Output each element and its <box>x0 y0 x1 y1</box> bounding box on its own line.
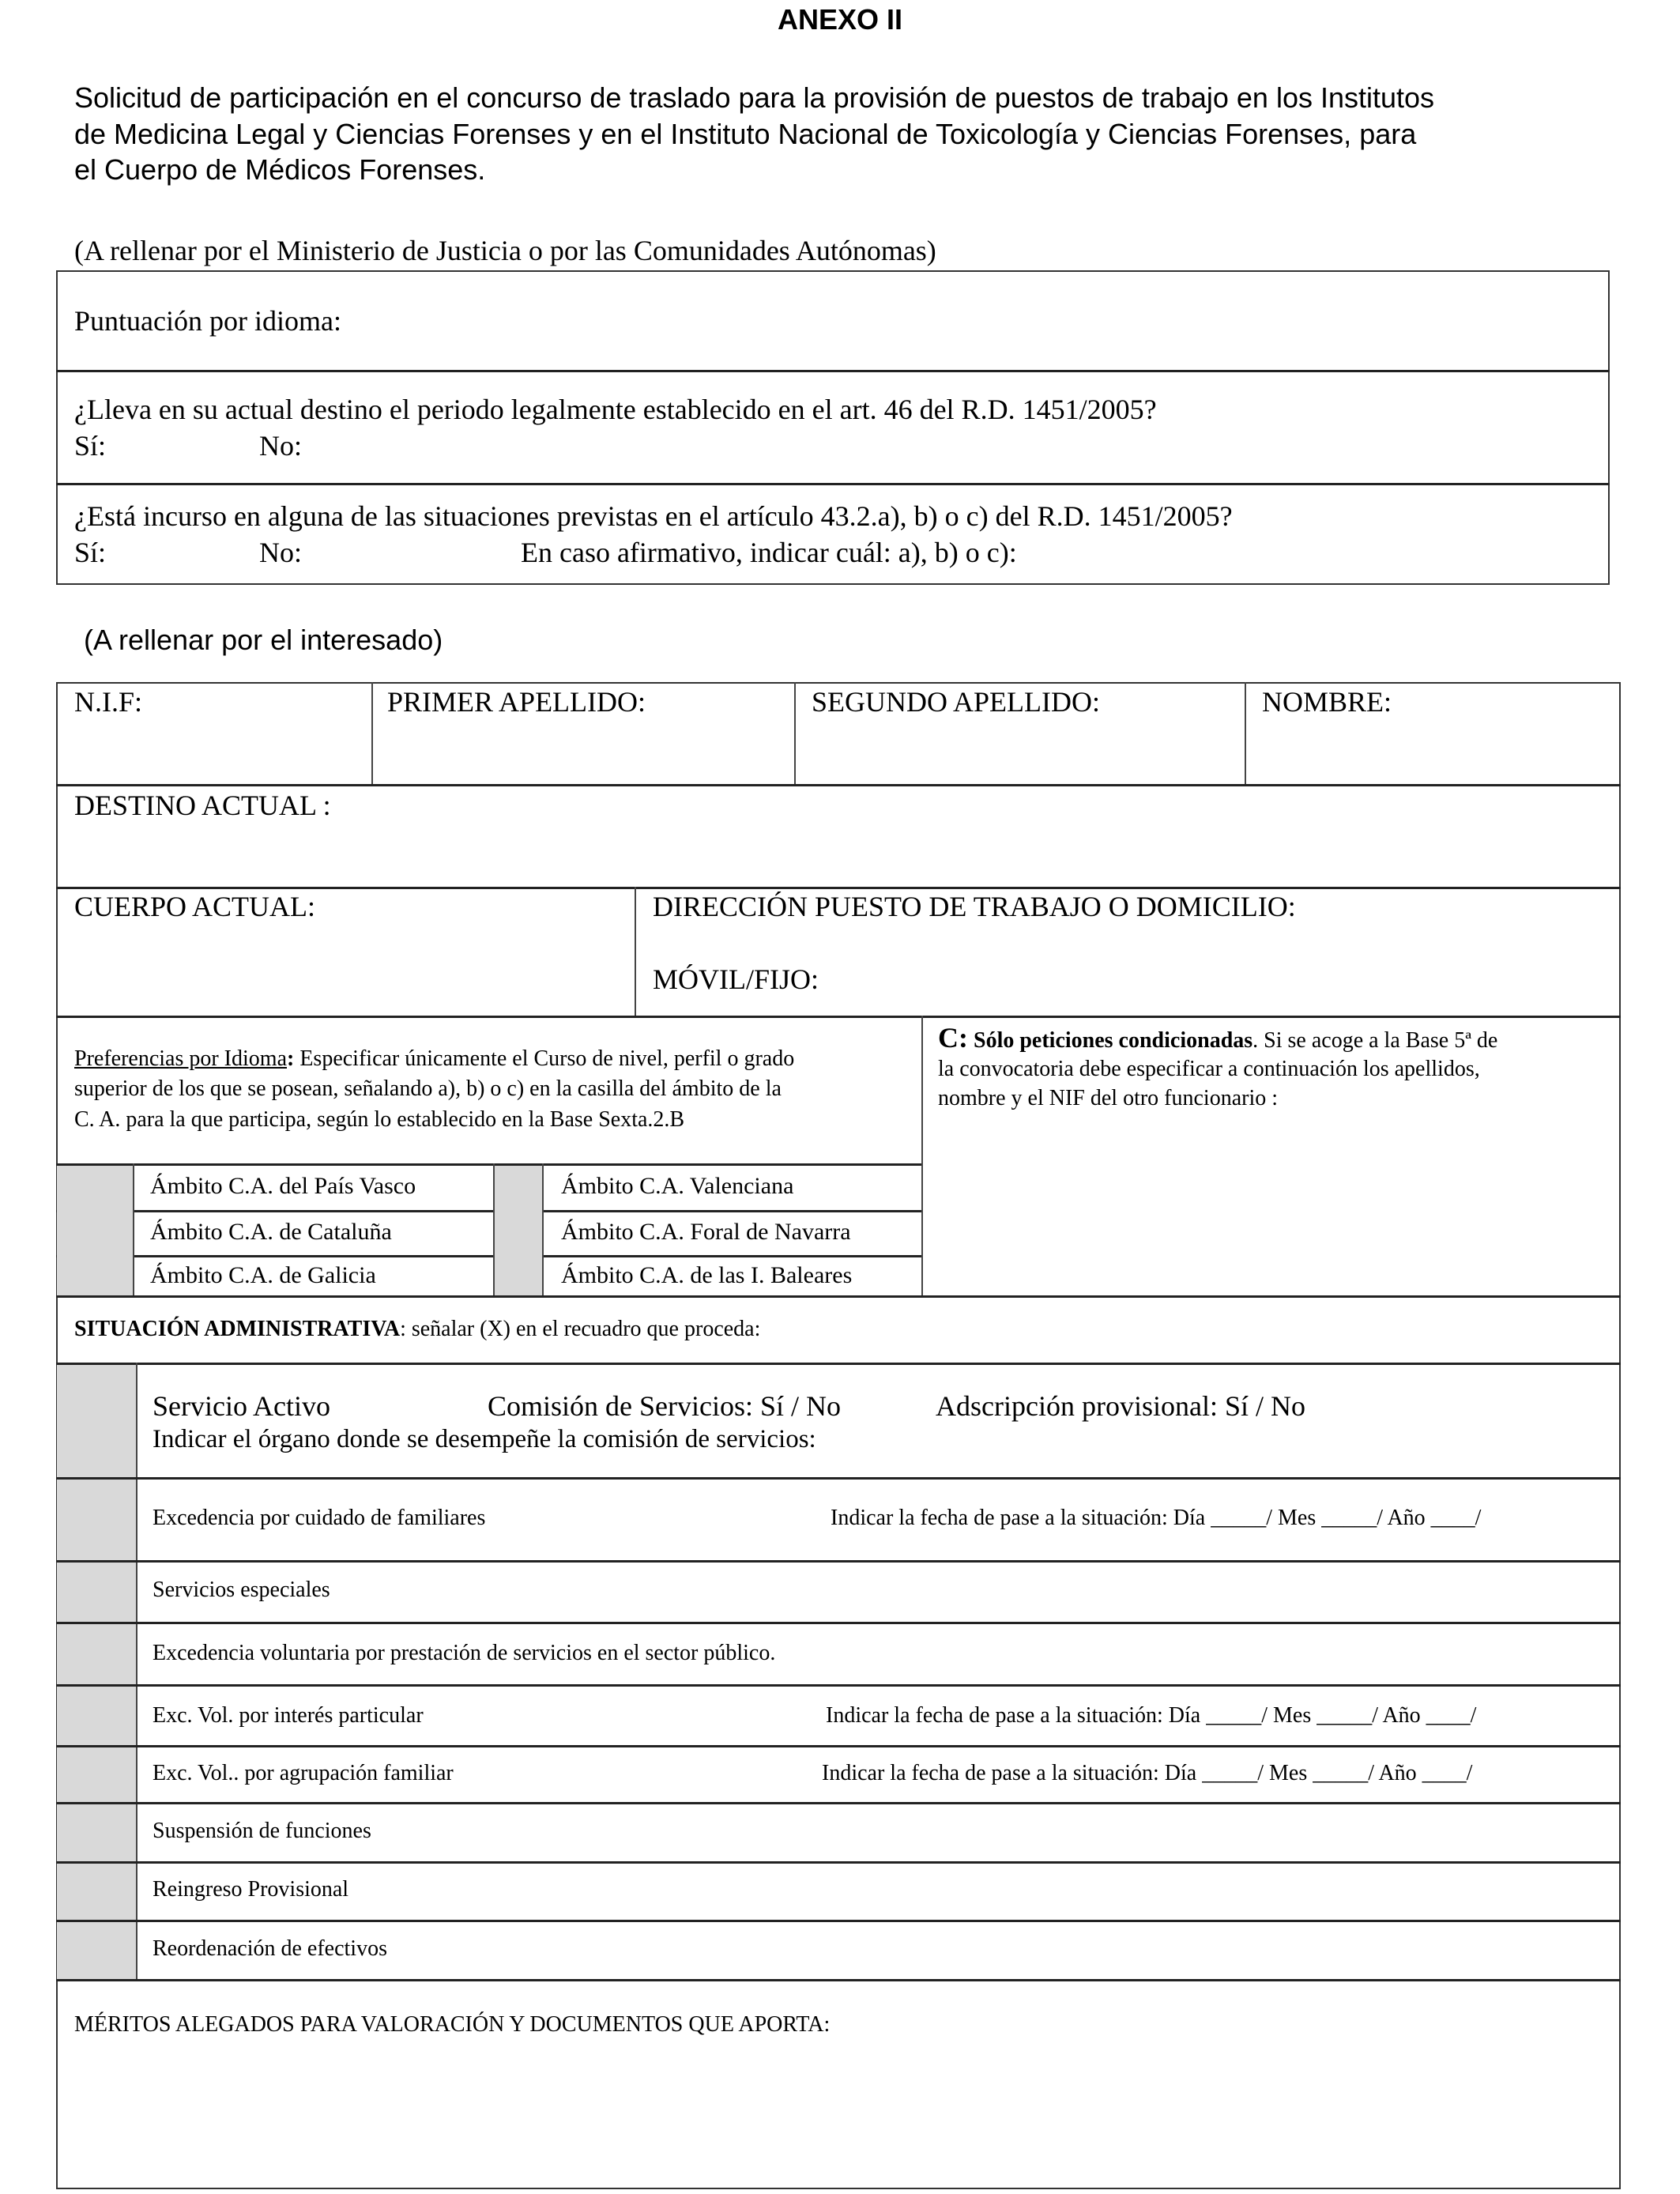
q2-si-field[interactable]: Sí: <box>74 537 107 568</box>
comision-servicios-field[interactable]: Comisión de Servicios: Sí / No <box>488 1390 842 1422</box>
servicio-activo-label: Servicio Activo <box>153 1390 330 1422</box>
divider <box>794 682 796 784</box>
divider <box>56 784 1621 786</box>
status-checkbox[interactable] <box>57 1864 136 1920</box>
nif-field[interactable]: N.I.F: <box>74 686 143 718</box>
divider <box>56 1477 1621 1480</box>
divider <box>56 1363 1621 1365</box>
situacion-text: : señalar (X) en el recuadro que proceda: <box>400 1317 761 1341</box>
divider <box>56 1560 1621 1563</box>
status-label: Excedencia voluntaria por prestación de servicios en el sector público. <box>153 1641 776 1665</box>
divider <box>56 1255 921 1257</box>
divider <box>56 370 1610 372</box>
fecha-pase-field[interactable]: Indicar la fecha de pase a la situación: Día _____/ Mes _____/ Año ____/ <box>822 1761 1473 1785</box>
fecha-pase-field[interactable]: Indicar la fecha de pase a la situación: Día _____/ Mes _____/ Año ____/ <box>831 1506 1482 1530</box>
status-checkbox[interactable] <box>57 1563 136 1622</box>
divider <box>56 1016 1621 1018</box>
ambito-checkbox-baleares[interactable] <box>493 1257 542 1295</box>
status-label: Reordenación de efectivos <box>153 1936 387 1961</box>
page-title: ANEXO II <box>777 3 903 36</box>
movil-fijo-field[interactable]: MÓVIL/FIJO: <box>653 963 819 995</box>
c-label: C: <box>938 1022 968 1054</box>
divider <box>56 887 1621 889</box>
status-checkbox[interactable] <box>57 1480 136 1560</box>
ambito-checkbox-valenciana[interactable] <box>493 1166 542 1210</box>
q2-no-field[interactable]: No: <box>259 537 302 568</box>
divider <box>56 1802 1621 1804</box>
divider <box>1245 682 1246 784</box>
direccion-field[interactable]: DIRECCIÓN PUESTO DE TRABAJO O DOMICILIO: <box>653 891 1296 922</box>
ambito-label: Ámbito C.A. de Galicia <box>150 1262 376 1288</box>
divider <box>56 1163 921 1166</box>
q2-cual-field[interactable]: En caso afirmativo, indicar cuál: a), b) o c): <box>521 537 1017 568</box>
divider <box>56 1684 1621 1687</box>
intro-line: Solicitud de participación en el concurso de traslado para la provisión de puestos de trabajo en los Institutos <box>74 81 1435 114</box>
peticiones-condicionadas-text <box>938 1021 1497 1054</box>
status-checkbox[interactable] <box>57 1804 136 1861</box>
c-text: . Si se acoge a la Base 5ª de <box>1252 1028 1498 1053</box>
status-checkbox[interactable] <box>57 1922 136 1979</box>
ambito-label: Ámbito C.A. Valenciana <box>561 1173 794 1199</box>
ambito-checkbox-cataluna[interactable] <box>57 1212 133 1255</box>
status-checkbox[interactable] <box>57 1624 136 1684</box>
status-label: Reingreso Provisional <box>153 1877 349 1902</box>
status-checkbox[interactable] <box>57 1747 136 1802</box>
divider <box>56 1979 1621 1981</box>
segundo-apellido-field[interactable]: SEGUNDO APELLIDO: <box>812 686 1100 718</box>
status-label: Exc. Vol.. por agrupación familiar <box>153 1761 454 1785</box>
adscripcion-provisional-field[interactable]: Adscripción provisional: Sí / No <box>936 1390 1305 1422</box>
preferencias-idioma-text <box>74 1046 794 1072</box>
question-incurso: ¿Está incurso en alguna de las situaciones previstas en el artículo 43.2.a), b) o c) del R.D. 1451/2005? <box>74 500 1233 532</box>
preferencias-text: Especificar únicamente el Curso de nivel, perfil o grado <box>294 1046 795 1071</box>
divider <box>542 1163 544 1295</box>
nombre-field[interactable]: NOMBRE: <box>1262 686 1392 718</box>
divider <box>921 1016 923 1295</box>
destino-actual-field[interactable]: DESTINO ACTUAL : <box>74 790 331 821</box>
divider <box>371 682 373 784</box>
ambito-label: Ámbito C.A. Foral de Navarra <box>561 1219 851 1245</box>
applicant-section-heading: (A rellenar por el interesado) <box>84 624 443 656</box>
fecha-pase-field[interactable]: Indicar la fecha de pase a la situación: Día _____/ Mes _____/ Año ____/ <box>826 1703 1477 1728</box>
ambito-label: Ámbito C.A. de Cataluña <box>150 1219 392 1245</box>
intro-line: el Cuerpo de Médicos Forenses. <box>74 153 486 186</box>
status-label: Suspensión de funciones <box>153 1819 371 1843</box>
ambito-checkbox-galicia[interactable] <box>57 1257 133 1295</box>
intro-line: de Medicina Legal y Ciencias Forenses y en el Instituto Nacional de Toxicología y Ciencias Forenses, para <box>74 118 1417 150</box>
q1-si-field[interactable]: Sí: <box>74 430 107 462</box>
status-label: Exc. Vol. por interés particular <box>153 1703 424 1728</box>
ambito-checkbox-navarra[interactable] <box>493 1212 542 1255</box>
preferencias-text: C. A. para la que participa, según lo establecido en la Base Sexta.2.B <box>74 1107 685 1132</box>
divider <box>56 1210 921 1212</box>
admin-section-heading: (A rellenar por el Ministerio de Justicia o por las Comunidades Autónomas) <box>74 235 936 266</box>
situacion-administrativa-heading <box>74 1317 760 1342</box>
puntuacion-idioma-field[interactable]: Puntuación por idioma: <box>74 305 341 337</box>
c-text: nombre y el NIF del otro funcionario : <box>938 1086 1279 1110</box>
status-checkbox[interactable] <box>57 1687 136 1745</box>
divider <box>136 1363 137 1979</box>
divider <box>56 1861 1621 1864</box>
ambito-checkbox-pais-vasco[interactable] <box>57 1166 133 1210</box>
divider <box>635 887 636 1016</box>
q1-no-field[interactable]: No: <box>259 430 302 462</box>
preferencias-label: Preferencias por Idioma <box>74 1046 287 1071</box>
indicar-organo-field[interactable]: Indicar el órgano donde se desempeñe la comisión de servicios: <box>153 1425 816 1453</box>
divider <box>133 1163 134 1295</box>
divider <box>56 1295 1621 1298</box>
question-periodo: ¿Lleva en su actual destino el periodo legalmente establecido en el art. 46 del R.D. 1451/2005? <box>74 394 1157 425</box>
cuerpo-actual-field[interactable]: CUERPO ACTUAL: <box>74 891 316 922</box>
primer-apellido-field[interactable]: PRIMER APELLIDO: <box>387 686 646 718</box>
divider <box>56 1745 1621 1747</box>
situacion-bold: SITUACIÓN ADMINISTRATIVA <box>74 1317 401 1341</box>
divider <box>56 1920 1621 1922</box>
divider <box>56 1622 1621 1624</box>
preferencias-text: superior de los que se posean, señalando a), b) o c) en la casilla del ámbito de la <box>74 1076 782 1101</box>
status-label: Servicios especiales <box>153 1578 330 1602</box>
c-text: la convocatoria debe especificar a continuación los apellidos, <box>938 1057 1480 1081</box>
c-bold: Sólo peticiones condicionadas <box>968 1028 1253 1053</box>
ambito-label: Ámbito C.A. del País Vasco <box>150 1173 416 1199</box>
meritos-field[interactable]: MÉRITOS ALEGADOS PARA VALORACIÓN Y DOCUMENTOS QUE APORTA: <box>74 2012 831 2037</box>
status-label: Excedencia por cuidado de familiares <box>153 1506 486 1530</box>
status-checkbox-servicio-activo[interactable] <box>57 1365 136 1477</box>
ambito-label: Ámbito C.A. de las I. Baleares <box>561 1262 853 1288</box>
divider <box>56 483 1610 485</box>
colon: : <box>287 1046 295 1071</box>
